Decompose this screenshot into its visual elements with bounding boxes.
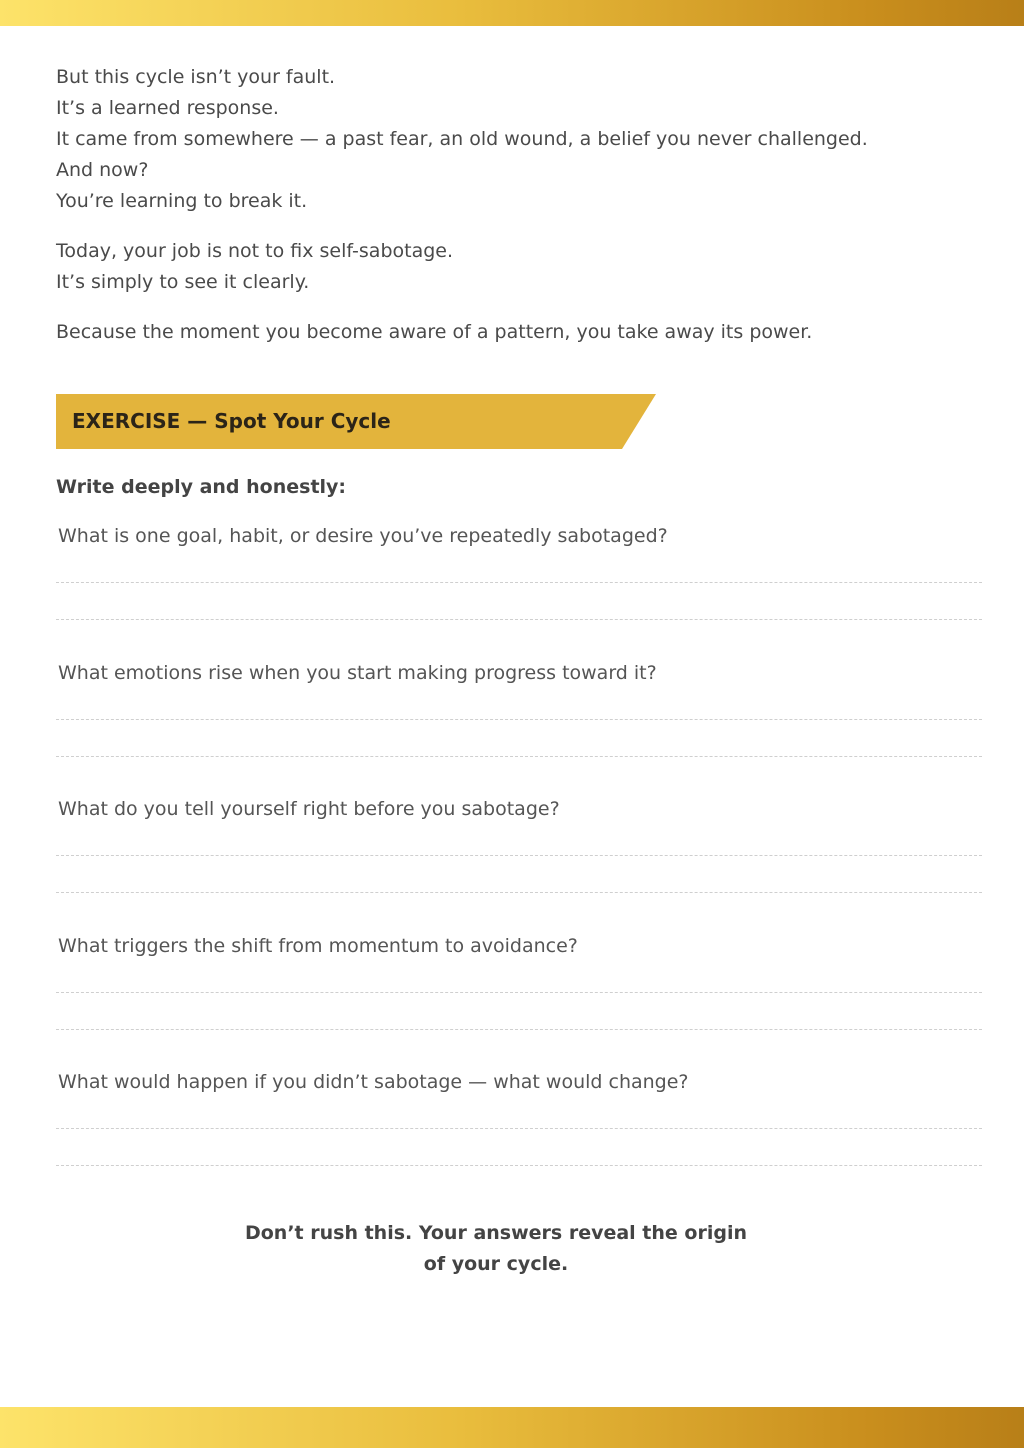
question-block: [56, 521, 982, 551]
intro-line: Because the moment you become aware of a pattern, you take away its power.: [56, 321, 813, 343]
closing-note: [200, 1218, 792, 1280]
question-text: What triggers the shift from momentum to avoidance?: [58, 935, 578, 957]
closing-line: Don’t rush this. Your answers reveal the origin: [244, 1222, 747, 1244]
exercise-instruction: Write deeply and honestly:: [56, 476, 347, 498]
bottom-gold-bar: [0, 1407, 1024, 1448]
answer-line[interactable]: [56, 756, 982, 757]
exercise-banner: [56, 394, 656, 449]
question-block: [56, 1067, 982, 1097]
intro-line: It’s a learned response.: [56, 97, 279, 119]
intro-line: It’s simply to see it clearly.: [56, 271, 310, 293]
intro-line: It came from somewhere — a past fear, an old wound, a belief you never challenged.: [56, 128, 868, 150]
question-text: What is one goal, habit, or desire you’ve repeatedly sabotaged?: [58, 525, 668, 547]
intro-line: Today, your job is not to fix self-sabotage.: [56, 240, 454, 262]
answer-line[interactable]: [56, 582, 982, 583]
answer-line[interactable]: [56, 719, 982, 720]
intro-paragraph-1: [56, 62, 996, 217]
question-text: What emotions rise when you start making progress toward it?: [58, 662, 657, 684]
answer-line[interactable]: [56, 1165, 982, 1166]
question-block: [56, 658, 982, 688]
exercise-title: EXERCISE — Spot Your Cycle: [72, 409, 391, 433]
question-text: What would happen if you didn’t sabotage — what would change?: [58, 1071, 689, 1093]
answer-line[interactable]: [56, 1128, 982, 1129]
intro-paragraph-3: [56, 317, 996, 348]
answer-line[interactable]: [56, 619, 982, 620]
intro-line: And now?: [56, 159, 149, 181]
top-gold-bar: [0, 0, 1024, 26]
intro-text: [56, 62, 996, 367]
answer-line[interactable]: [56, 892, 982, 893]
intro-paragraph-2: [56, 236, 996, 298]
question-block: [56, 794, 982, 824]
answer-line[interactable]: [56, 992, 982, 993]
intro-line: You’re learning to break it.: [56, 190, 308, 212]
question-text: What do you tell yourself right before you sabotage?: [58, 798, 560, 820]
question-block: [56, 931, 982, 961]
closing-line: of your cycle.: [423, 1253, 569, 1275]
intro-line: But this cycle isn’t your fault.: [56, 66, 336, 88]
answer-line[interactable]: [56, 855, 982, 856]
answer-line[interactable]: [56, 1029, 982, 1030]
